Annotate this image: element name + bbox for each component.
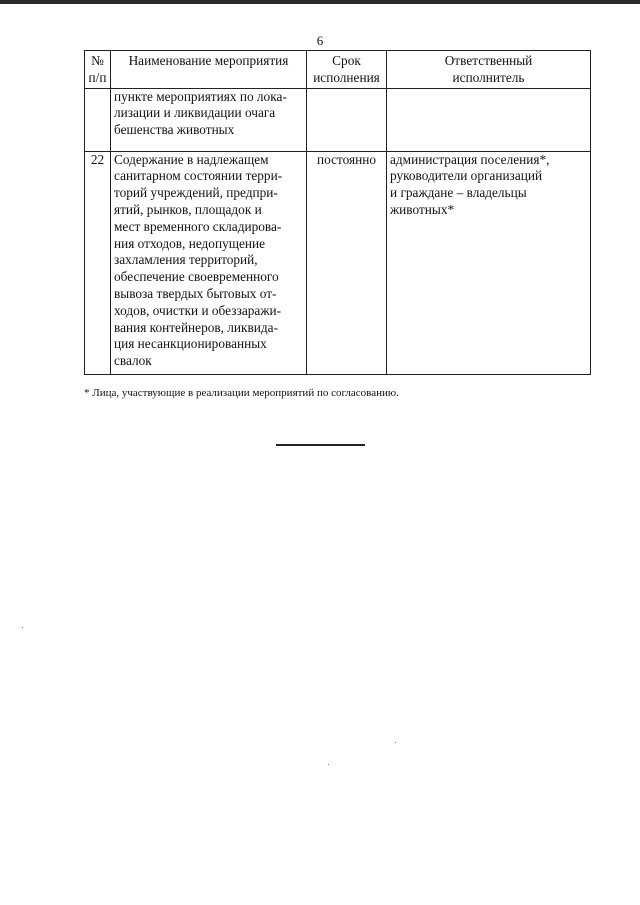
header-number-line: п/п [88, 69, 107, 85]
row-number-cell: 22 [85, 151, 111, 374]
activity-name-line: захламления территорий, [114, 252, 258, 268]
activity-name-line: ятий, рынков, площадок и [114, 201, 262, 217]
activity-name-line: свалок [114, 353, 152, 369]
activity-name-line: ходов, очистки и обеззаражи- [114, 302, 282, 318]
header-activity-name [111, 51, 307, 89]
footnote: * Лица, участвующие в реализации мероприятий по согласованию. [84, 387, 399, 399]
end-of-document-rule [276, 444, 365, 446]
responsible-line: животных* [390, 201, 455, 217]
header-term-line: Срок [332, 53, 361, 68]
activity-name-line: ния отходов, недопущение [114, 235, 265, 251]
table-header-row [85, 51, 591, 89]
responsible-line: руководители организаций [390, 168, 543, 184]
header-term [307, 51, 387, 89]
activity-name-line: мест временного складирова- [114, 218, 282, 234]
activity-name-cell [111, 151, 307, 374]
activity-name-cell [111, 88, 307, 151]
activity-name-line: ция несанкционированных [114, 336, 267, 352]
scan-top-edge [0, 0, 640, 4]
page-number: 6 [316, 33, 324, 48]
responsible-cell [387, 88, 591, 151]
header-responsible-line: исполнитель [452, 69, 525, 85]
scan-speck [395, 742, 396, 743]
header-activity-name-line: Наименование мероприятия [128, 53, 289, 68]
activity-name-line: Содержание в надлежащем [114, 151, 269, 167]
activity-name-line: санитарном состоянии терри- [114, 168, 283, 184]
activity-name-line: торий учреждений, предпри- [114, 185, 278, 201]
activity-name-line: обеспечение своевременного [114, 269, 279, 285]
scan-speck [22, 627, 23, 628]
term-cell [307, 88, 387, 151]
term-cell: постоянно [307, 151, 387, 374]
header-responsible-line: Ответственный [444, 53, 533, 68]
activity-name-line: вания контейнеров, ликвида- [114, 319, 278, 335]
header-responsible [387, 51, 591, 89]
table-row [85, 151, 591, 374]
row-number-cell [85, 88, 111, 151]
activity-name-line: вывоза твердых бытовых от- [114, 285, 277, 301]
responsible-line: администрация поселения*, [390, 151, 550, 167]
activity-name-line: пункте мероприятиях по лока- [114, 88, 287, 104]
header-number-line: № [91, 53, 104, 68]
activities-table [84, 50, 591, 375]
header-number [85, 51, 111, 89]
scan-speck [328, 764, 329, 765]
responsible-cell [387, 151, 591, 374]
table-row [85, 88, 591, 151]
activity-name-line: лизации и ликвидации очага [114, 105, 276, 121]
header-term-line: исполнения [313, 69, 380, 85]
responsible-line: и граждане – владельцы [390, 185, 527, 201]
activity-name-line: бешенства животных [114, 122, 235, 138]
